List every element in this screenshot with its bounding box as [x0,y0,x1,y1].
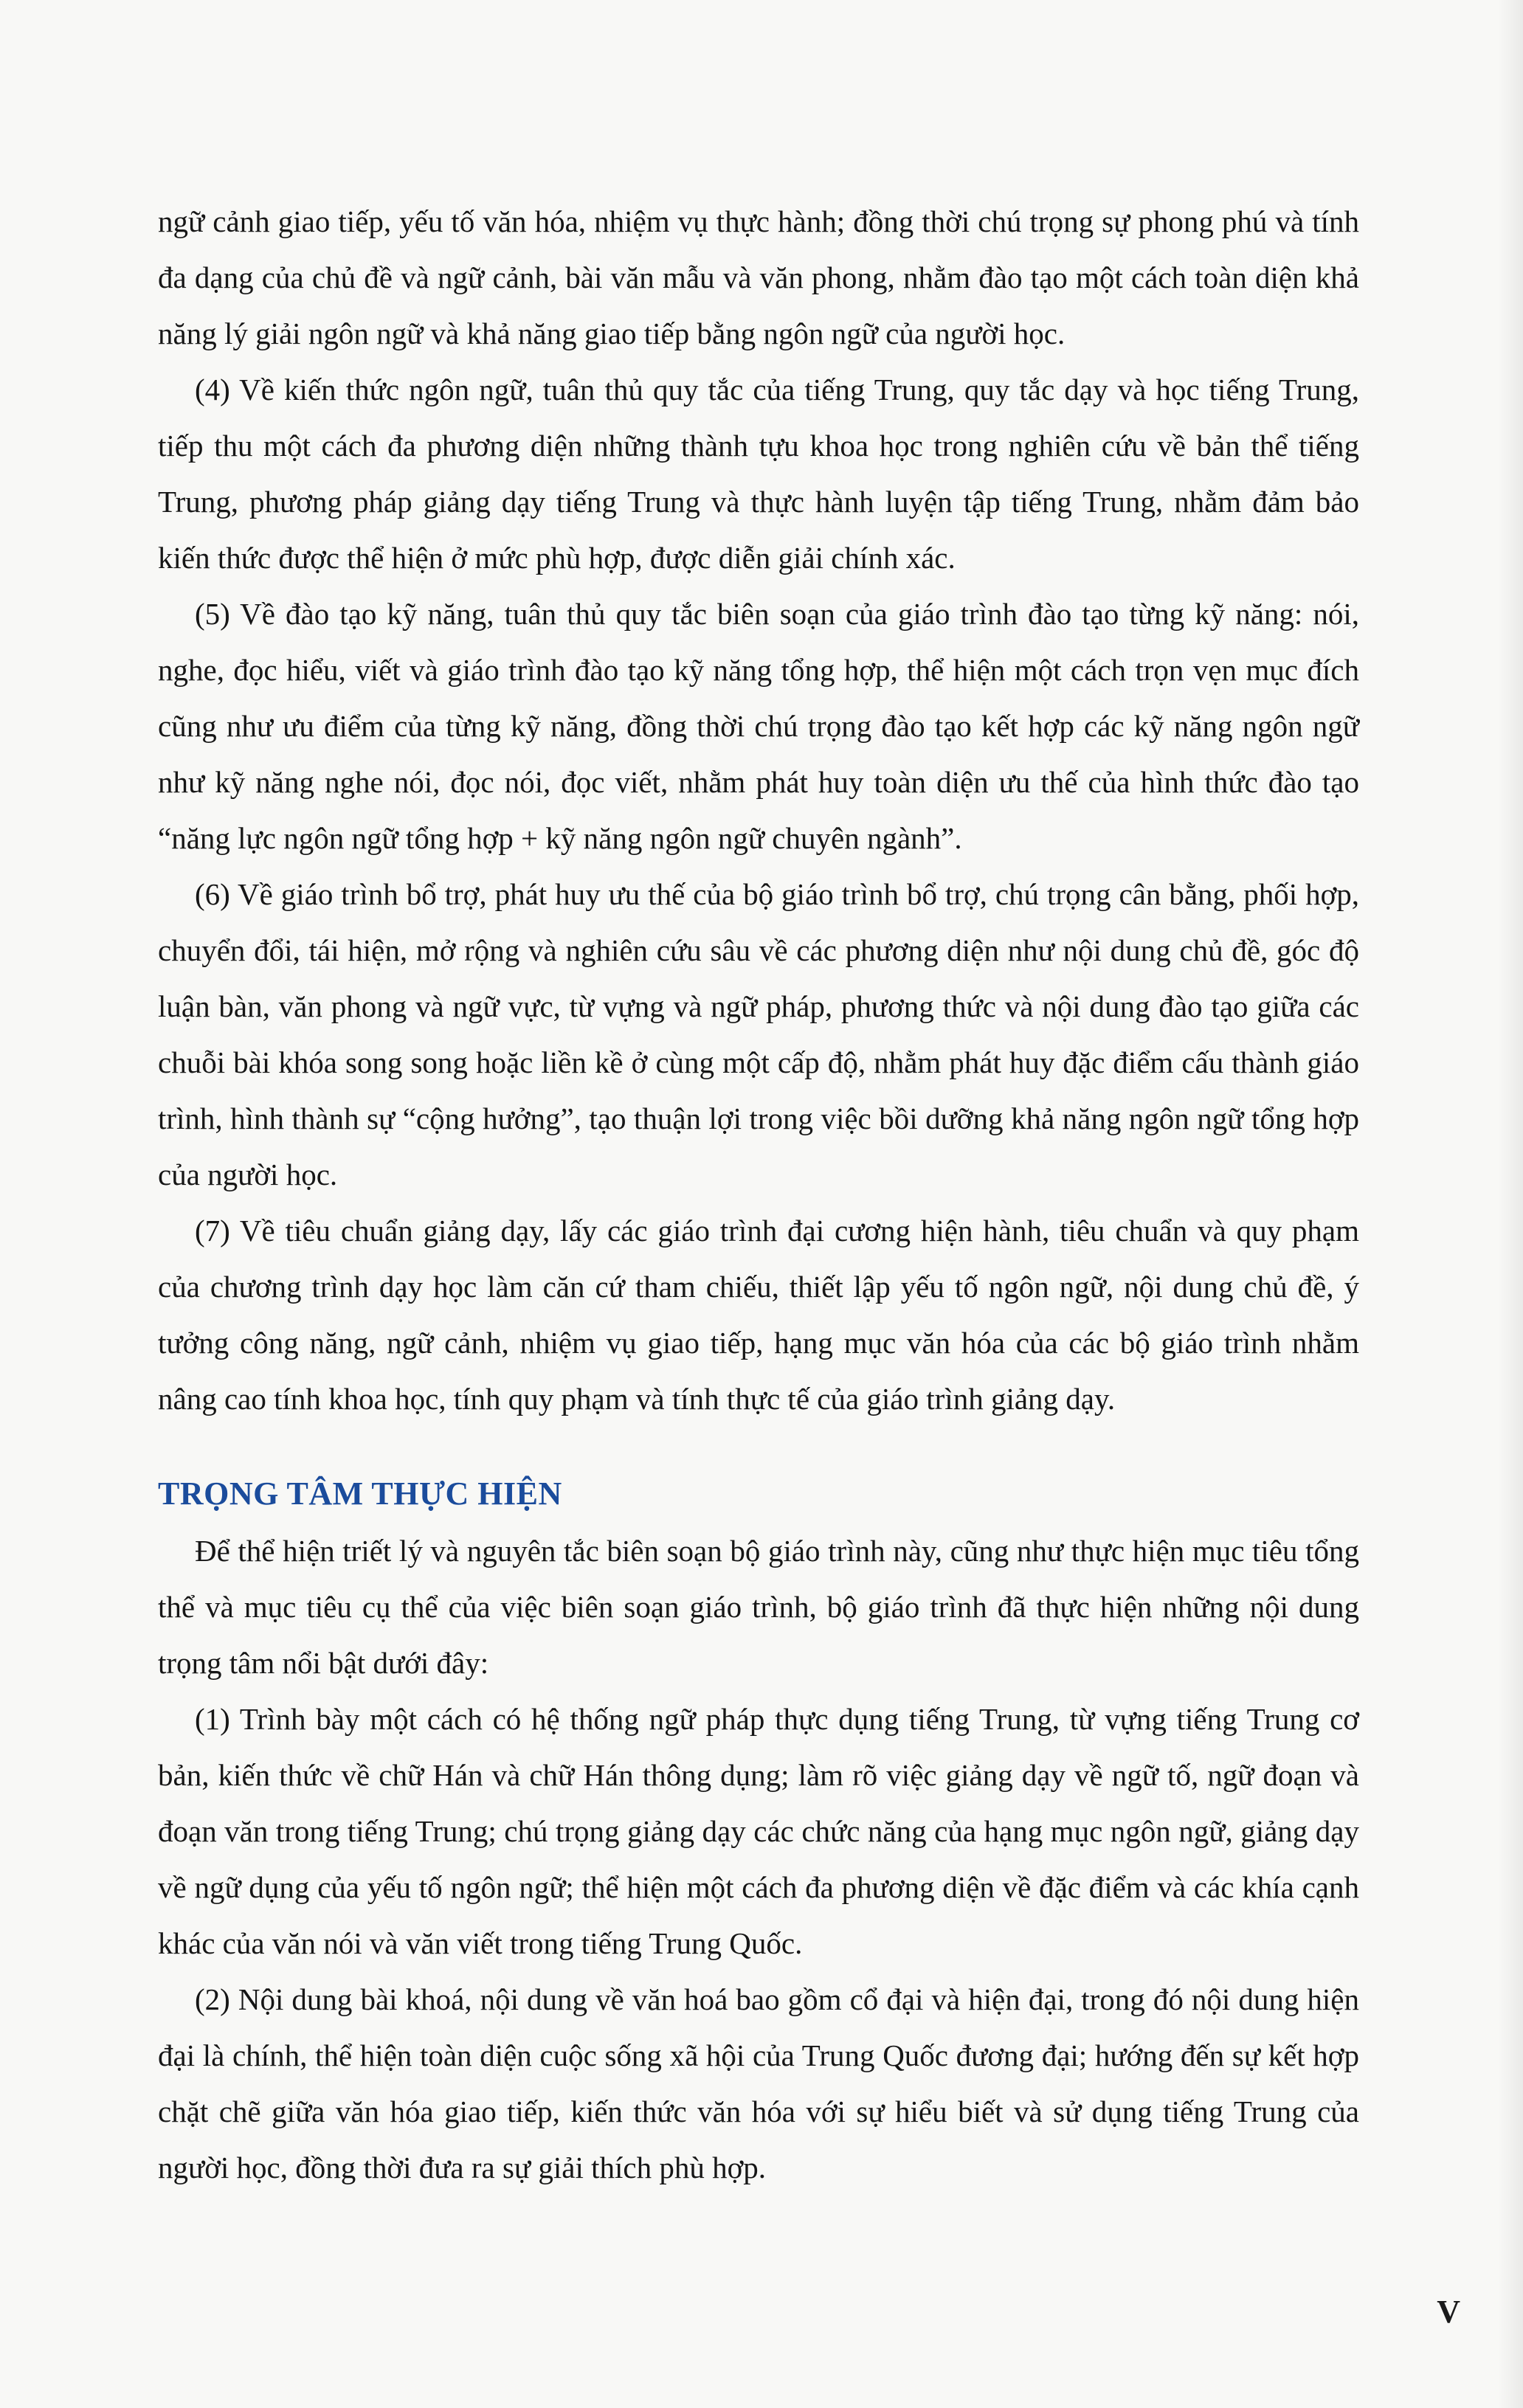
paragraph-item-4: (4) Về kiến thức ngôn ngữ, tuân thủ quy tắc của tiếng Trung, quy tắc dạy và học tiếng Trung, tiếp thu một cách đa phương diện những thành tựu khoa học trong nghiên cứu về bản thể tiếng Trung, phương pháp giảng dạy tiếng Trung và thực hành luyện tập tiếng Trung, nhằm đảm bảo kiến thức được thể hiện ở mức phù hợp, được diễn giải chính xác. [158,373,1359,575]
paragraph-intro: Để thể hiện triết lý và nguyên tắc biên soạn bộ giáo trình này, cũng như thực hiện mục tiêu tổng thể và mục tiêu cụ thể của việc biên soạn giáo trình, bộ giáo trình đã thực hiện những nội dung trọng tâm nổi bật dưới đây: [158,1534,1359,1680]
section-heading: TRỌNG TÂM THỰC HIỆN [158,1475,562,1512]
paragraph-item-5: (5) Về đào tạo kỹ năng, tuân thủ quy tắc biên soạn của giáo trình đào tạo từng kỹ năng: nói, nghe, đọc hiểu, viết và giáo trình đào tạo kỹ năng tổng hợp, thể hiện một cách trọn vẹn mục đích cũng như ưu điểm của từng kỹ năng, đồng thời chú trọng đào tạo kết hợp các kỹ năng ngôn ngữ như kỹ năng nghe nói, đọc nói, đọc viết, nhằm phát huy toàn diện ưu thế của hình thức đào tạo “năng lực ngôn ngữ tổng hợp + kỹ năng ngôn ngữ chuyên ngành”. [158,597,1359,855]
paragraph-item-7: (7) Về tiêu chuẩn giảng dạy, lấy các giáo trình đại cương hiện hành, tiêu chuẩn và quy phạm của chương trình dạy học làm căn cứ tham chiếu, thiết lập yếu tố ngôn ngữ, nội dung chủ đề, ý tưởng công năng, ngữ cảnh, nhiệm vụ giao tiếp, hạng mục văn hóa của các bộ giáo trình nhằm nâng cao tính khoa học, tính quy phạm và tính thực tế của giáo trình giảng dạy. [158,1214,1359,1416]
paragraph-point-1: (1) Trình bày một cách có hệ thống ngữ pháp thực dụng tiếng Trung, từ vựng tiếng Trung cơ bản, kiến thức về chữ Hán và chữ Hán thông dụng; làm rõ việc giảng dạy về ngữ tố, ngữ đoạn và đoạn văn trong tiếng Trung; chú trọng giảng dạy các chức năng của hạng mục ngôn ngữ, giảng dạy về ngữ dụng của yếu tố ngôn ngữ; thể hiện một cách đa phương diện về đặc điểm và các khía cạnh khác của văn nói và văn viết trong tiếng Trung Quốc. [158,1702,1359,1960]
paragraph-continuation: ngữ cảnh giao tiếp, yếu tố văn hóa, nhiệm vụ thực hành; đồng thời chú trọng sự phong phú và tính đa dạng của chủ đề và ngữ cảnh, bài văn mẫu và văn phong, nhằm đào tạo một cách toàn diện khả năng lý giải ngôn ngữ và khả năng giao tiếp bằng ngôn ngữ của người học. [158,204,1359,350]
paragraph-item-6: (6) Về giáo trình bổ trợ, phát huy ưu thế của bộ giáo trình bổ trợ, chú trọng cân bằng, phối hợp, chuyển đổi, tái hiện, mở rộng và nghiên cứu sâu về các phương diện như nội dung chủ đề, góc độ luận bàn, văn phong và ngữ vực, từ vựng và ngữ pháp, phương thức và nội dung đào tạo giữa các chuỗi bài khóa song song hoặc liền kề ở cùng một cấp độ, nhằm phát huy đặc điểm cấu thành giáo trình, hình thành sự “cộng hưởng”, tạo thuận lợi trong việc bồi dưỡng khả năng ngôn ngữ tổng hợp của người học. [158,877,1359,1191]
body-text [158,193,1359,2196]
page-number: V [1437,2294,1460,2330]
paragraph-point-2: (2) Nội dung bài khoá, nội dung về văn hoá bao gồm cổ đại và hiện đại, trong đó nội dung hiện đại là chính, thể hiện toàn diện cuộc sống xã hội của Trung Quốc đương đại; hướng đến sự kết hợp chặt chẽ giữa văn hóa giao tiếp, kiến thức văn hóa với sự hiểu biết và sử dụng tiếng Trung của người học, đồng thời đưa ra sự giải thích phù hợp. [158,1982,1359,2184]
page-edge-shadow [1498,0,1523,2408]
